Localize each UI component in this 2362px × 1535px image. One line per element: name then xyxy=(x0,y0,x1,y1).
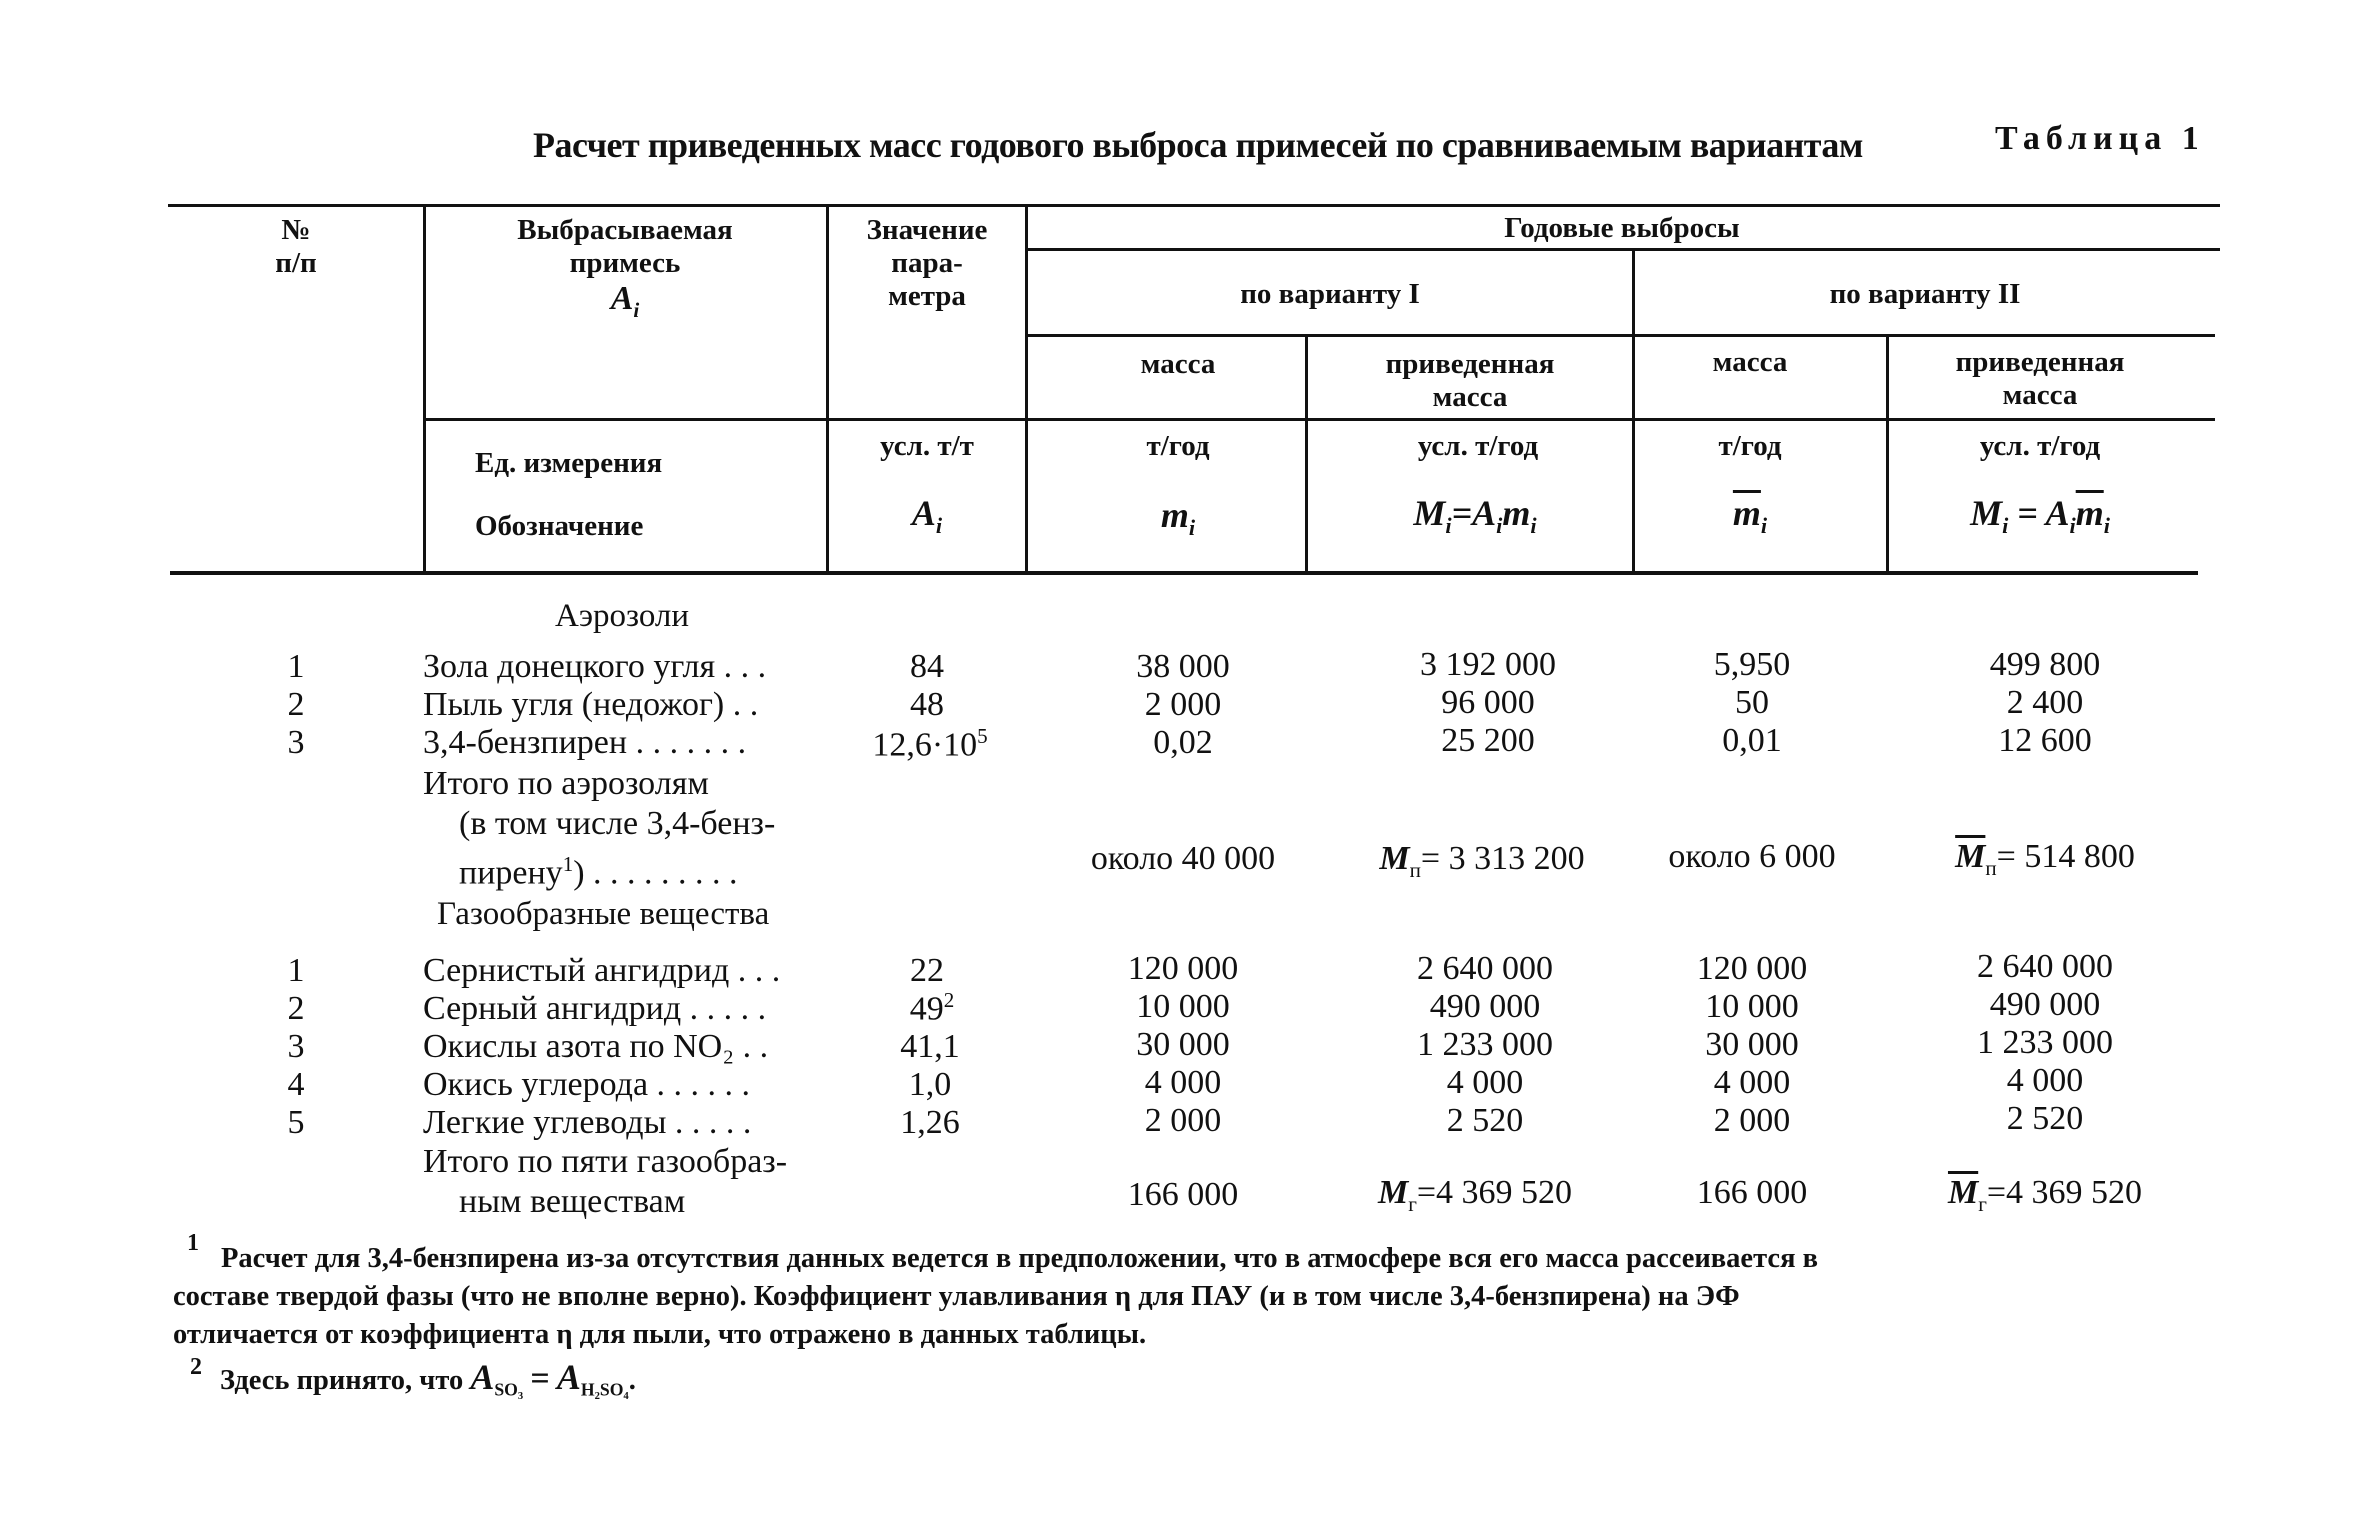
total-label: Итого по пяти газообраз- ным веществам xyxy=(423,1143,788,1220)
row-num: 2 xyxy=(287,990,305,1027)
row-name: Серный ангидрид . . . . . xyxy=(423,990,767,1027)
header-param: Значение пара- метра xyxy=(866,214,988,312)
col-divider-3 xyxy=(1025,207,1028,573)
row-m2: 10 000 xyxy=(1705,988,1799,1025)
row-m1: 4 000 xyxy=(1144,1064,1222,1101)
rule-variants xyxy=(1025,334,2215,337)
table-top-rule xyxy=(168,204,2220,207)
row-param: 84 xyxy=(910,648,944,685)
row-m2: 50 xyxy=(1735,684,1769,721)
row-num: 3 xyxy=(287,1028,305,1065)
footnote-2: 2 Здесь принято, что $A_{SO_3} = A_{H_2SO_4}$. xyxy=(190,1354,636,1400)
total-M1: $M_п= 3$ 313 200 xyxy=(1379,840,1585,882)
col-divider-2 xyxy=(826,207,829,573)
total-M1: $M_г=4$ 369 520 xyxy=(1377,1174,1573,1216)
col-divider-5 xyxy=(1305,337,1308,573)
header-mass-1: масса xyxy=(1140,348,1216,380)
row-m2: 2 000 xyxy=(1713,1102,1791,1139)
unit-reduced-1: усл. т/год xyxy=(1417,430,1539,462)
row-M2: 12 600 xyxy=(1998,722,2092,759)
row-M1: 490 000 xyxy=(1429,988,1541,1025)
section-aerosols: Аэрозоли xyxy=(555,598,690,634)
row-m1: 10 000 xyxy=(1136,988,1230,1025)
row-name: Легкие углеводы . . . . . xyxy=(423,1104,752,1141)
row-num: 3 xyxy=(287,724,305,761)
row-m2: 0,01 xyxy=(1722,722,1782,759)
units-label: Ед. измерения xyxy=(475,447,663,479)
total-m1: около 40 000 xyxy=(1090,840,1276,877)
row-M2: 490 000 xyxy=(1989,986,2101,1023)
col-divider-1 xyxy=(423,207,426,573)
unit-param: усл. т/т xyxy=(880,430,974,462)
row-num: 5 xyxy=(287,1104,305,1141)
row-M2: 2 640 000 xyxy=(1977,948,2113,985)
row-name: Сернистый ангидрид . . . xyxy=(423,952,781,989)
symbol-reduced-1: $M_i=A_im_i$ xyxy=(1413,493,1537,539)
total-M2: $\overline{M}_п= 514$ 800 xyxy=(1955,838,2135,880)
col-divider-4 xyxy=(1632,251,1635,573)
unit-reduced-2: усл. т/год xyxy=(1979,430,2101,462)
header-substance: Выбрасываемая примесь $A_i$ xyxy=(517,214,733,322)
row-name: Окислы азота по NO₂ . . xyxy=(423,1028,769,1065)
row-M1: 4 000 xyxy=(1446,1064,1524,1101)
unit-mass-2: т/год xyxy=(1718,430,1782,462)
row-M2: 2 520 xyxy=(2006,1100,2084,1137)
row-name: Окись углерода . . . . . . xyxy=(423,1066,751,1103)
row-num: 1 xyxy=(287,648,305,685)
row-param: 41,1 xyxy=(900,1028,960,1065)
total-m2: 166 000 xyxy=(1696,1174,1808,1211)
row-num: 2 xyxy=(287,686,305,723)
header-annual: Годовые выбросы xyxy=(1504,212,1740,244)
row-M1: 3 192 000 xyxy=(1420,646,1556,683)
header-num: № п/п xyxy=(275,214,317,279)
row-M1: 96 000 xyxy=(1441,684,1535,721)
header-reduced-2: приведенная масса xyxy=(1955,346,2125,411)
header-variant-1: по варианту I xyxy=(1240,278,1420,310)
row-name: 3,4-бензпирен . . . . . . . xyxy=(423,724,747,761)
total-M2: $\overline{M}_г=4$ 369 520 xyxy=(1947,1174,2143,1216)
symbol-mass-1: $m_i$ xyxy=(1160,495,1196,541)
row-name: Пыль угля (недожог) . . xyxy=(423,686,759,723)
rule-header-bottom xyxy=(425,418,2215,421)
symbol-reduced-2: $M_i = A_i\overline{m}_i$ xyxy=(1970,493,2110,539)
header-variant-2: по варианту II xyxy=(1829,278,2021,310)
header-mass-2: масса xyxy=(1712,346,1788,378)
rule-units-bottom xyxy=(170,571,2198,575)
col-divider-6 xyxy=(1886,337,1889,573)
section-gases: Газообразные вещества xyxy=(437,896,770,932)
symbol-param: $A_i$ xyxy=(911,493,943,539)
row-param: 22 xyxy=(910,952,944,989)
row-m1: 2 000 xyxy=(1144,1102,1222,1139)
row-m1: 0,02 xyxy=(1153,724,1213,761)
total-m1: 166 000 xyxy=(1127,1176,1239,1213)
row-M2: 2 400 xyxy=(2006,684,2084,721)
row-M2: 499 800 xyxy=(1989,646,2101,683)
row-m1: 120 000 xyxy=(1127,950,1239,987)
row-m2: 120 000 xyxy=(1696,950,1808,987)
row-m1: 2 000 xyxy=(1144,686,1222,723)
table-title: Расчет приведенных масс годового выброса примесей по сравниваемым вариантам xyxy=(533,125,1863,165)
row-param: 48 xyxy=(910,686,944,723)
unit-mass-1: т/год xyxy=(1146,430,1210,462)
row-m1: 38 000 xyxy=(1136,648,1230,685)
row-num: 4 xyxy=(287,1066,305,1103)
row-M2: 1 233 000 xyxy=(1977,1024,2113,1061)
symbol-mass-2: $\overline{m}_i$ xyxy=(1732,493,1768,539)
row-num: 1 xyxy=(287,952,305,989)
row-M1: 2 640 000 xyxy=(1417,950,1553,987)
rule-annual xyxy=(1025,248,2220,251)
total-label: Итого по аэрозолям (в том числе 3,4-бенз- пирену$^1$) . . . . . . . . . xyxy=(423,765,776,892)
row-m2: 30 000 xyxy=(1705,1026,1799,1063)
row-M1: 2 520 xyxy=(1446,1102,1524,1139)
row-param: $49^2$ xyxy=(909,988,955,1028)
symbol-label: Обозначение xyxy=(475,510,644,542)
row-M2: 4 000 xyxy=(2006,1062,2084,1099)
footnote-1: 1 Расчет для 3,4-бензпирена из-за отсутствия данных ведется в предположении, что в атмосфере вся его масса рассеивается в составе твердой фазы (что не вполне верно). Коэффициент улавливания η для ПАУ (и в том числе 3,4-бензпирена) на ЭФ отличается от коэффициента η для пыли, что отражено в данных таблицы. xyxy=(173,1230,1819,1350)
row-m1: 30 000 xyxy=(1136,1026,1230,1063)
row-M1: 25 200 xyxy=(1441,722,1535,759)
row-param: $12,6\cdot 10^5$ xyxy=(872,724,988,764)
row-m2: 5,950 xyxy=(1713,646,1791,683)
row-M1: 1 233 000 xyxy=(1417,1026,1553,1063)
header-reduced-1: приведенная масса xyxy=(1385,348,1555,413)
table-number: Таблица 1 xyxy=(1995,120,2205,157)
row-m2: 4 000 xyxy=(1713,1064,1791,1101)
row-name: Зола донецкого угля . . . xyxy=(423,648,767,685)
total-m2: около 6 000 xyxy=(1668,838,1836,875)
row-param: 1,26 xyxy=(900,1104,960,1141)
row-param: 1,0 xyxy=(908,1066,952,1103)
